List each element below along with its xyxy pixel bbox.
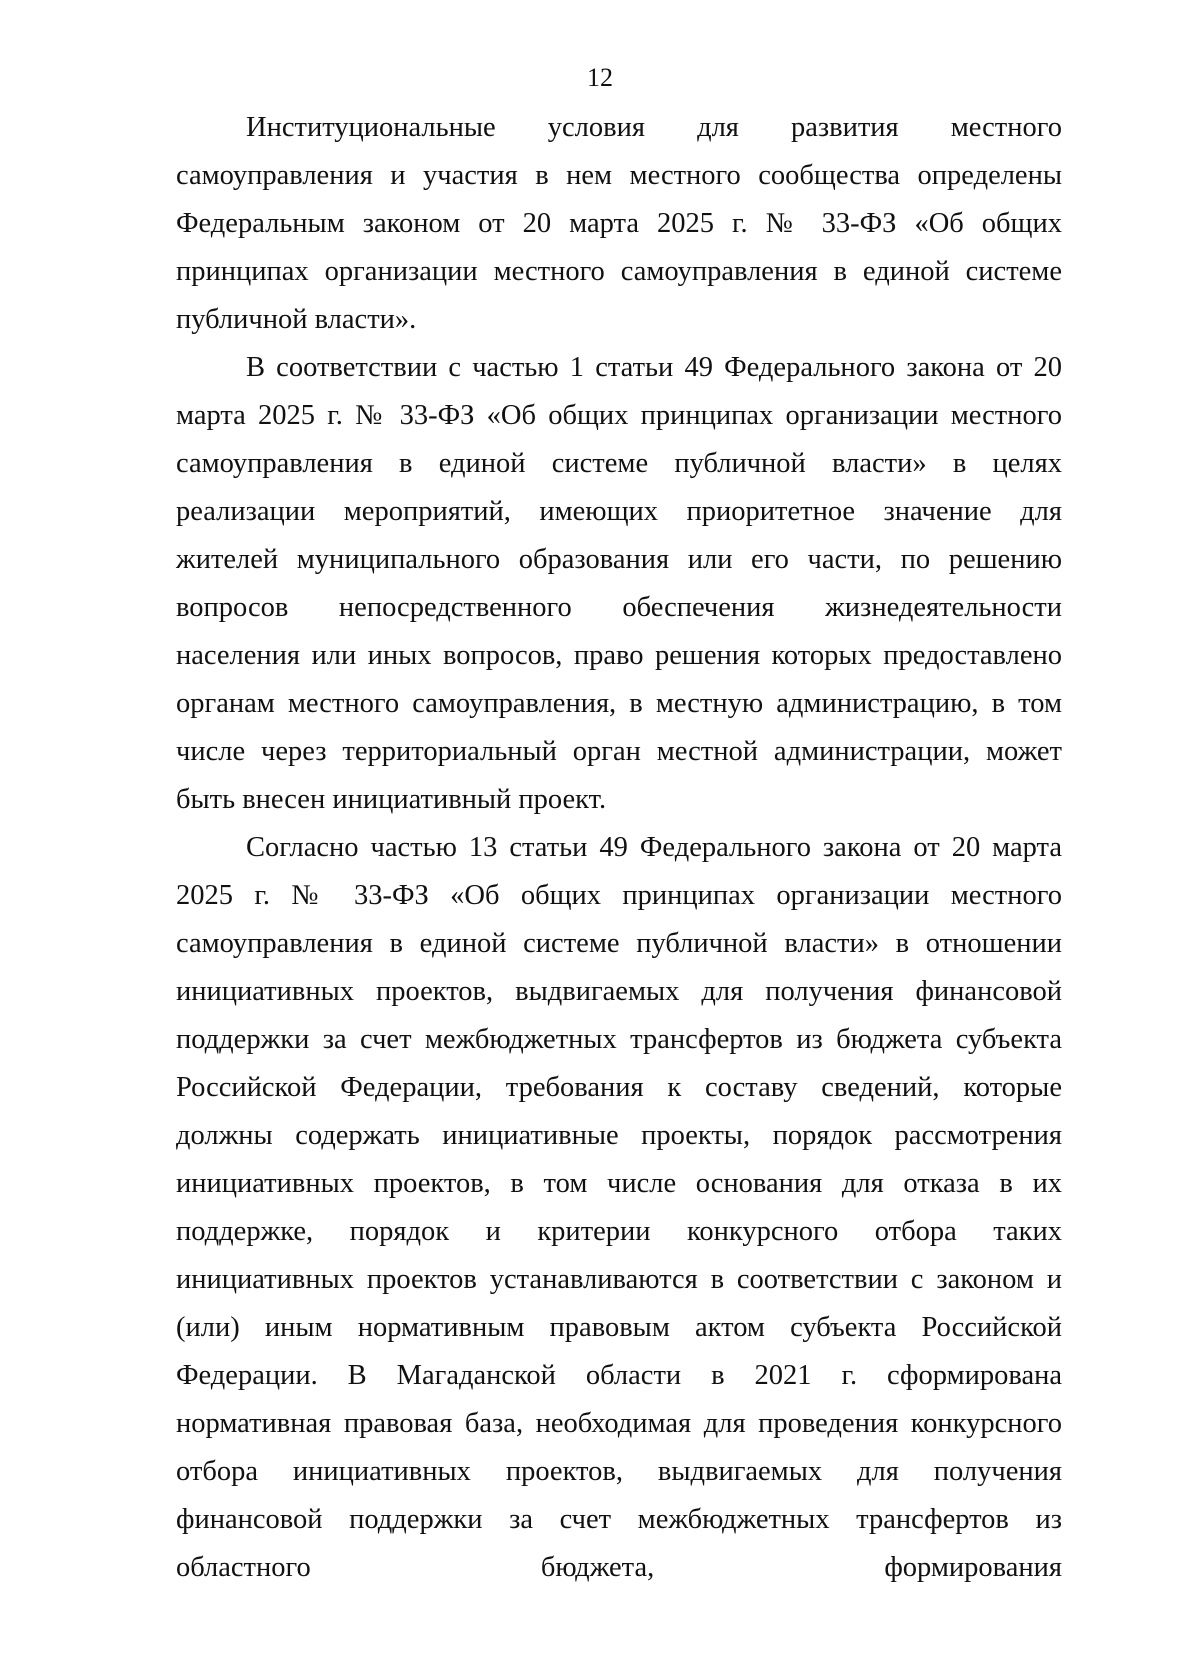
page-number: 12 <box>587 63 613 92</box>
paragraph-initiative-project-submission: В соответствии с частью 1 статьи 49 Федерального закона от 20 марта 2025 г. № 33-ФЗ «Об общих принципах организации местного самоуправления в единой системе публичной власти» в целях реализации мероприятий, имеющих приоритетное значение для жителей муниципального образования или его части, по решению вопросов непосредственного обеспечения жизнедеятельности населения или иных вопросов, право решения которых предоставлено органам местного самоуправления, в местную администрацию, в том числе через территориальный орган местной администрации, может быть внесен инициативный проект. <box>176 352 1062 815</box>
paragraph-initiative-project-requirements: Согласно частью 13 статьи 49 Федерального закона от 20 марта 2025 г. № 33-ФЗ «Об общих принципах организации местного самоуправления в единой системе публичной власти» в отношении инициативных проектов, выдвигаемых для получения финансовой поддержки за счет межбюджетных трансфертов из бюджета субъекта Российской Федерации, требования к составу сведений, которые должны содержать инициативные проекты, порядок рассмотрения инициативных проектов, в том числе основания для отказа в их поддержке, порядок и критерии конкурсного отбора таких инициативных проектов устанавливаются в соответствии с законом и (или) иным нормативным правовым актом субъекта Российской Федерации. В Магаданской области в 2021 г. сформирована нормативная правовая база, необходимая для проведения конкурсного отбора инициативных проектов, выдвигаемых для получения финансовой поддержки за счет межбюджетных трансфертов из областного бюджета, формирования <box>176 832 1062 1583</box>
paragraph-institutional-conditions: Институциональные условия для развития местного самоуправления и участия в нем местного сообщества определены Федеральным законом от 20 марта 2025 г. № 33-ФЗ «Об общих принципах организации местного самоуправления в единой системе публичной власти». <box>176 112 1062 335</box>
document-body <box>176 104 1062 1592</box>
